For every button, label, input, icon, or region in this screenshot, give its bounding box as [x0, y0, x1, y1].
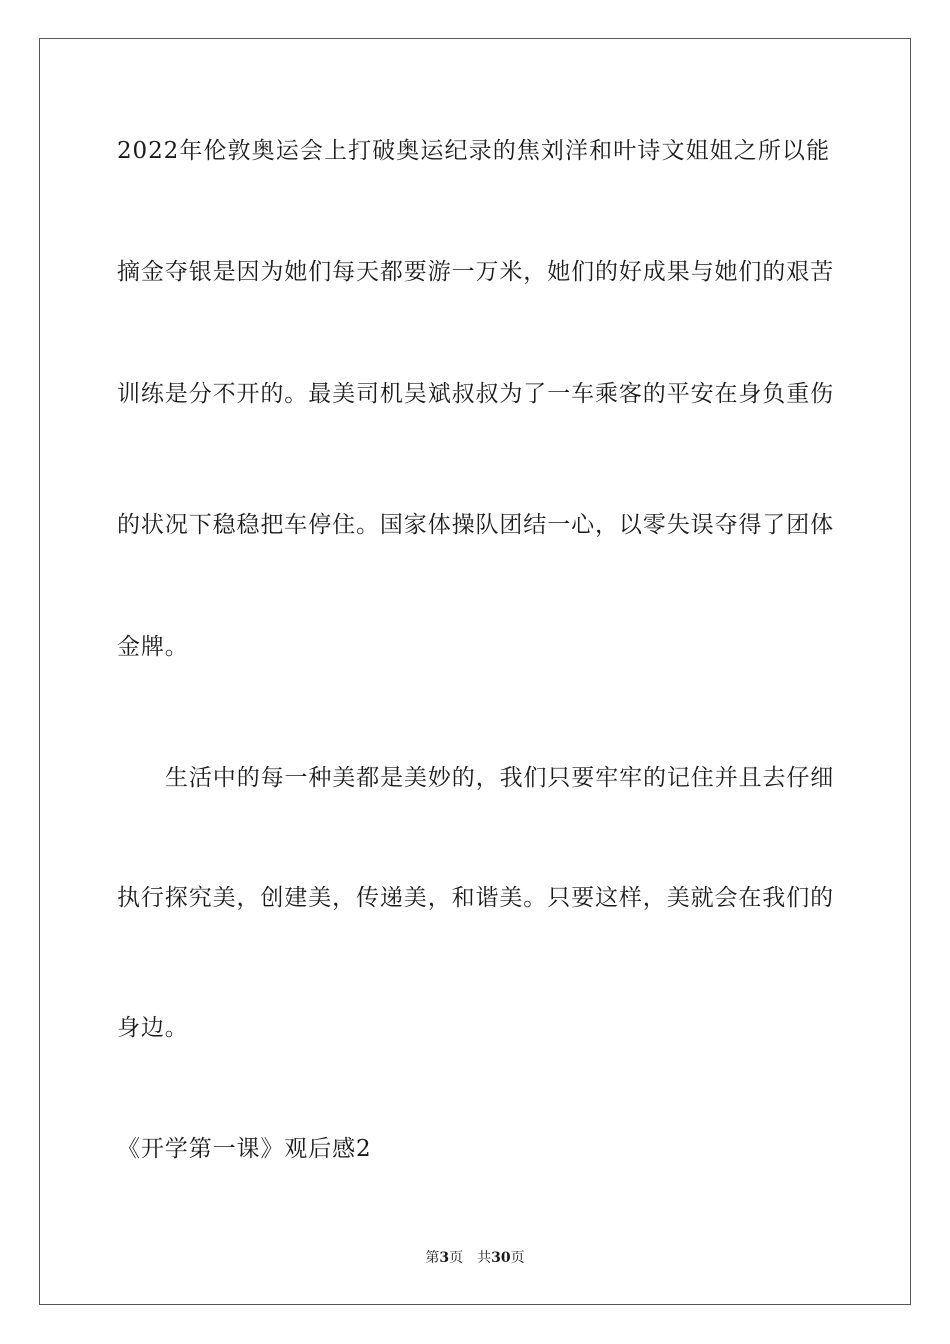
paragraph-line-3: 训练是分不开的。最美司机吴斌叔叔为了一车乘客的平安在身负重伤 — [117, 381, 834, 407]
footer-page-suffix: 页 — [449, 1250, 464, 1266]
paragraph-2-line-2: 执行探究美，创建美，传递美，和谐美。只要这样，美就会在我们的 — [117, 885, 834, 911]
footer-total-prefix: 共 — [477, 1250, 492, 1266]
footer-total-suffix: 页 — [510, 1250, 525, 1266]
paragraph-2-line-1: 生活中的每一种美都是美妙的，我们只要牢牢的记住并且去仔细 — [165, 765, 835, 791]
page-footer — [0, 1249, 950, 1267]
footer-page-prefix: 第 — [425, 1250, 440, 1266]
paragraph-line-4: 的状况下稳稳把车停住。国家体操队团结一心，以零失误夺得了团体 — [117, 512, 834, 538]
paragraph-line-2: 摘金夺银是因为她们每天都要游一万米，她们的好成果与她们的艰苦 — [117, 259, 834, 285]
paragraph-2-line-3: 身边。 — [117, 1015, 189, 1041]
footer-total-pages: 30 — [491, 1250, 511, 1266]
paragraph-line-5: 金牌。 — [117, 634, 189, 660]
paragraph-line-1: 2022年伦敦奥运会上打破奥运纪录的焦刘洋和叶诗文姐姐之所以能 — [117, 138, 830, 164]
footer-page-number: 3 — [439, 1250, 450, 1266]
section-heading: 《开学第一课》观后感2 — [117, 1136, 372, 1162]
page-border — [39, 38, 911, 1305]
